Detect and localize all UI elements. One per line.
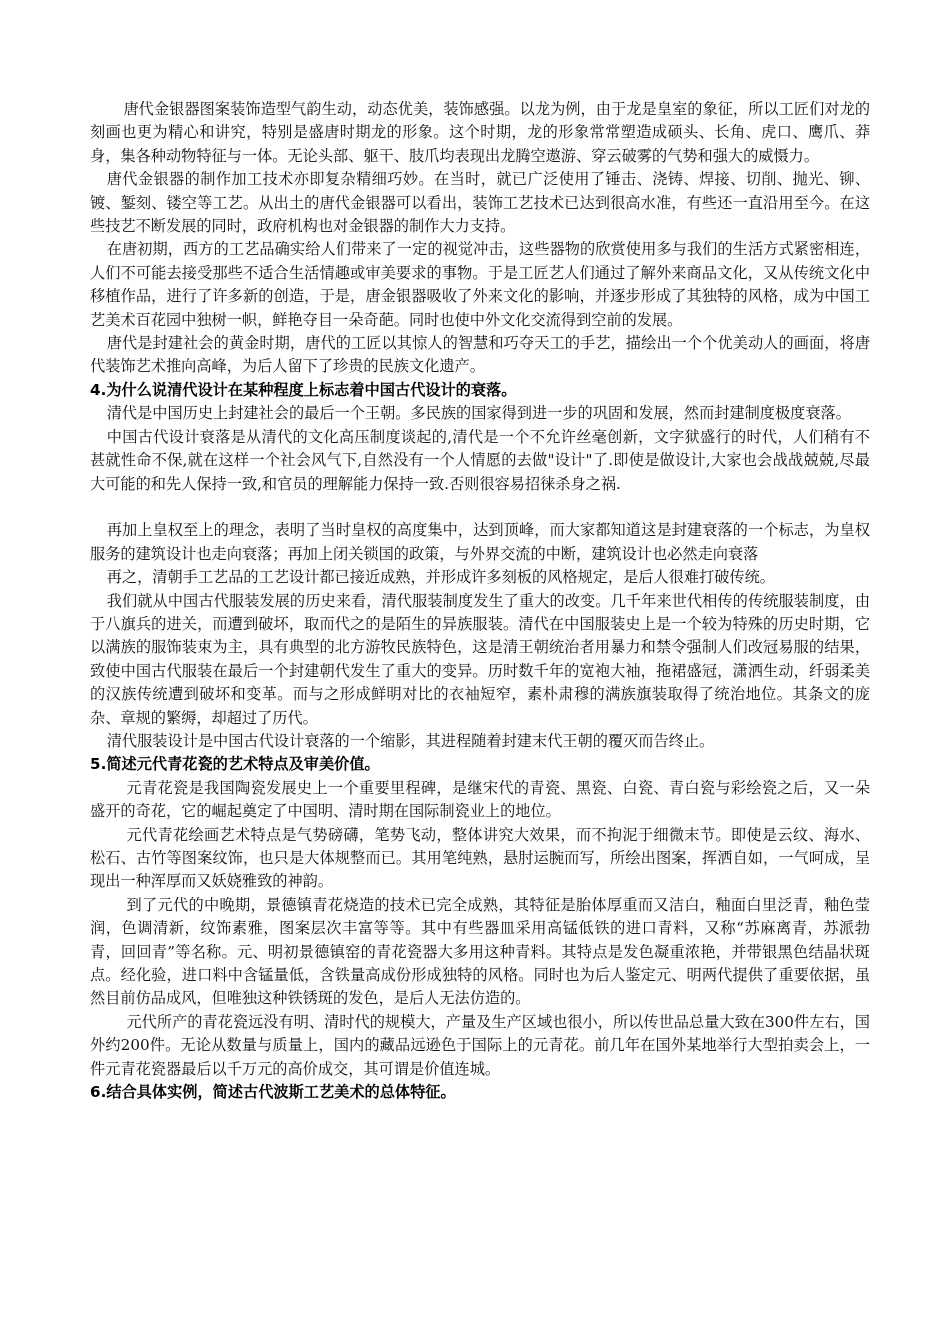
paragraph-tang-gold-silver-decoration: 唐代金银器图案装饰造型气韵生动，动态优美，装饰感强。以龙为例，由于龙是皇室的象征，所以工匠们对龙的刻画也更为精心和讲究，特别是盛唐时期龙的形象。这个时期，龙的形象常常塑造成硕头、长角、虎口、鹰爪、莽身，集各种动物特征与一体。无论头部、躯干、肢爪均表现出龙腾空遨游、穿云破雾的气势和强大的威慑力。 — [90, 100, 870, 165]
paragraph-tang-golden-age: 唐代是封建社会的黄金时期，唐代的工匠以其惊人的智慧和巧夺天工的手艺，描绘出一个个优美动人的画面，将唐代装饰艺术推向高峰，为后人留下了珍贵的民族文化遗产。 — [90, 334, 870, 376]
question-heading-5: 5.简述元代青花瓷的艺术特点及审美价值。 — [90, 755, 380, 774]
document-body — [90, 98, 870, 1104]
paragraph-qing-cultural-oppression: 中国古代设计衰落是从清代的文化高压制度谈起的,清代是一个不允许丝毫创新，文字狱盛行的时代，人们稍有不甚就性命不保,就在这样一个社会风气下,自然没有一个人情愿的去做"设计"了.即使是做设计,大家也会战战兢兢,尽最大可能的和先人保持一致,和官员的理解能力保持一致.否则很容易招徕杀身之祸. — [90, 427, 870, 493]
paragraph-yuan-rarity-value: 元代所产的青花瓷远没有明、清时代的规模大，产量及生产区域也很小，所以传世品总量大致在300件左右，国外约200件。无论从数量与质量上，国内的藏品远逊色于国际上的元青花。前几年在国外某地举行大型拍卖会上，一件元青花瓷器最后以千万元的高价成交，其可谓是价值连城。 — [90, 1012, 870, 1078]
paragraph-qing-last-dynasty: 清代是中国历史上封建社会的最后一个王朝。多民族的国家得到进一步的巩固和发展，然而封建制度极度衰落。 — [106, 404, 851, 423]
paragraph-qing-costume-summary: 清代服装设计是中国古代设计衰落的一个缩影，其进程随着封建末代王朝的覆灭而告终止。 — [106, 731, 715, 750]
paragraph-yuan-cobalt-material: 到了元代的中晚期，景德镇青花烧造的技术已完全成熟，其特征是胎体厚重而又洁白，釉面白里泛青，釉色莹润，色调清新，纹饰素雅，图案层次丰富等等。其中有些器皿采用高锰低铁的进口青料，又称“苏麻离青，苏派勃青，回回青”等名称。元、明初景德镇窑的青花瓷器大多用这种青料。其特点是发色凝重浓艳，并带银黑色结晶状斑点。经化验，进口料中含锰量低，含铁量高成份形成独特的风格。同时也为后人鉴定元、明两代提供了重要依据，虽然目前仿品成风，但唯独这种铁锈斑的发色，是后人无法仿造的。 — [90, 895, 870, 1008]
paragraph-qing-costume-change: 我们就从中国古代服装发展的历史来看，清代服装制度发生了重大的改变。几千年来世代相传的传统服装制度，由于八旗兵的进关，而遭到破坏，取而代之的是陌生的异族服装。清代在中国服装史上是一个较为特殊的历史时期，它以满族的服饰装束为主，具有典型的北方游牧民族特色，这是清王朝统治者用暴力和禁令强制人们改冠易服的结果，致使中国古代服装在最后一个封建朝代发生了重大的变异。历时数千年的宽袍大袖，拖裙盛冠，潇洒生动，纤弱柔美的汉族传统遭到破坏和变革。而与之形成鲜明对比的衣袖短窄，素朴肃穆的满族旗装取得了统治地位。其条文的庞杂、章规的繁缛，却超过了历代。 — [90, 591, 870, 727]
paragraph-yuan-painting-style: 元代青花绘画艺术特点是气势磅礴，笔势飞动，整体讲究大效果，而不拘泥于细微末节。即使是云纹、海水、松石、古竹等图案纹饰，也只是大体规整而已。其用笔纯熟，悬肘运腕而写，所绘出图案，挥洒自如，一气呵成，呈现出一种浑厚而又妖娆雅致的神韵。 — [90, 825, 870, 891]
paragraph-qing-imperial-power: 再加上皇权至上的理念，表明了当时皇权的高度集中，达到顶峰，而大家都知道这是封建衰落的一个标志，为皇权服务的建筑设计也走向衰落；再加上闭关锁国的政策，与外界交流的中断，建筑设计也必然走向衰落 — [90, 521, 870, 563]
paragraph-qing-handicraft-rigidity: 再之，清朝手工艺品的工艺设计都已接近成熟，并形成许多刻板的风格规定，是后人很难打破传统。 — [106, 568, 775, 587]
question-heading-4: 4.为什么说清代设计在某种程度上标志着中国古代设计的衰落。 — [90, 380, 517, 399]
question-heading-6: 6.结合具体实例，简述古代波斯工艺美术的总体特征。 — [90, 1083, 456, 1102]
paragraph-tang-gold-silver-techniques: 唐代金银器的制作加工技术亦即复杂精细巧妙。在当时，就已广泛使用了锤击、浇铸、焊接、切削、抛光、铆、镀、錾刻、镂空等工艺。从出土的唐代金银器可以看出，装饰工艺技术已达到很高水准，有些还一直沿用至今。在这些技艺不断发展的同时，政府机构也对金银器的制作大力支持。 — [90, 170, 870, 236]
paragraph-tang-early-western-influence: 在唐初期，西方的工艺品确实给人们带来了一定的视觉冲击，这些器物的欣赏使用多与我们的生活方式紧密相连，人们不可能去接受那些不适合生活情趣或审美要求的事物。于是工匠艺人们通过了解外来商品文化，又从传统文化中移植作品，进行了许多新的创造，于是，唐金银器吸收了外来文化的影响，并逐步形成了其独特的风格，成为中国工艺美术百花园中独树一帜，鲜艳夺目一朵奇葩。同时也使中外文化交流得到空前的发展。 — [90, 240, 870, 329]
paragraph-yuan-blue-white-milestone: 元青花瓷是我国陶瓷发展史上一个重要里程碑，是继宋代的青瓷、黑瓷、白瓷、青白瓷与彩绘瓷之后，又一朵盛开的奇花，它的崛起奠定了中国明、清时期在国际制瓷业上的地位。 — [90, 778, 870, 821]
blank-line — [90, 496, 870, 519]
